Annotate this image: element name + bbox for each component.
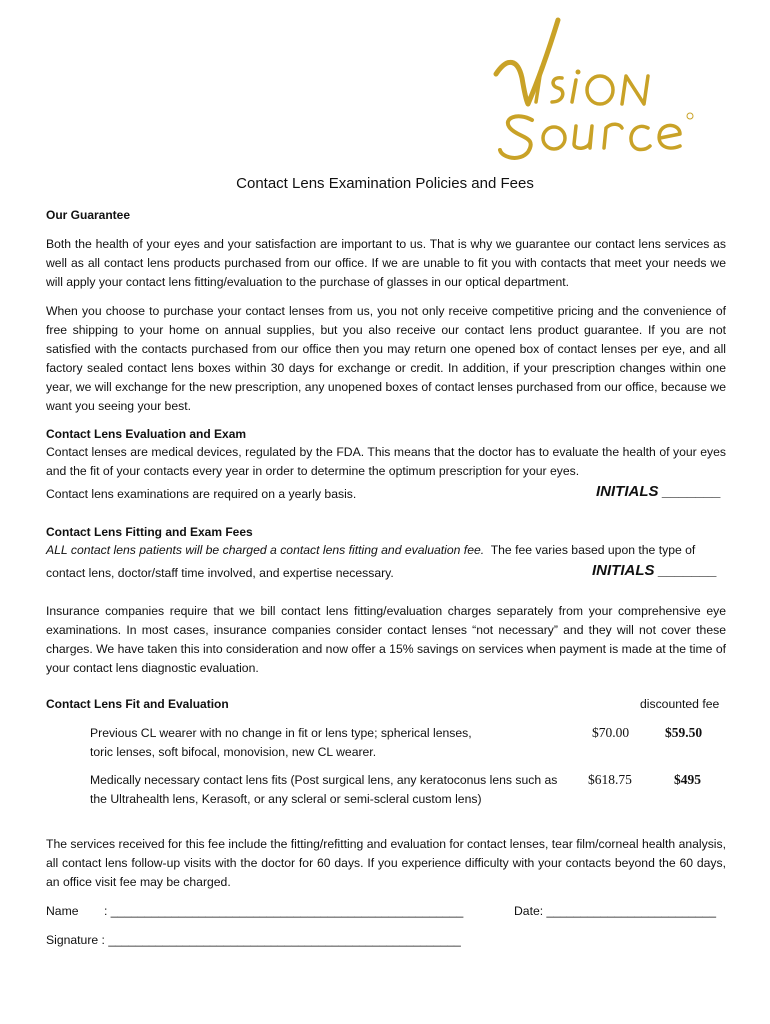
initials-field-evaluation[interactable]: INITIALS _______ [596,483,722,500]
fitting-heading: Contact Lens Fitting and Exam Fees [46,525,253,539]
fee-row-1-discounted: $59.50 [665,725,703,740]
yearly-requirement-text: Contact lens examinations are required on a yearly basis. [46,487,357,501]
fitting-italic-text: ALL contact lens patients will be charged a contact lens fitting and evaluation fee. [46,543,485,557]
vision-source-logo [488,16,728,164]
fees-heading: Contact Lens Fit and Evaluation [46,697,229,711]
name-label: Name [46,904,79,918]
fee-row-2-description: Medically necessary contact lens fits (Post surgical lens, any keratoconus lens such as the Ultrahealth lens, Kerasoft, or any scleral or semi-scleral custom lens) [90,773,558,806]
evaluation-paragraph: Contact lenses are medical devices, regulated by the FDA. This means that the doctor has to evaluate the health of your eyes and the fit of your contacts every year in order to determine the optimum prescription for your eyes. [46,445,726,478]
signature-input-line[interactable]: Signature : ____________________________________________________ [46,933,461,947]
fitting-line-1 [46,543,736,557]
date-input-line[interactable]: Date: _________________________ [514,904,716,918]
guarantee-paragraph-1: Both the health of your eyes and your satisfaction are important to us. That is why we guarantee our contact lens services as well as all contact lens products purchased from our office. If we are unable to fit you with contacts that meet your needs we will apply your contact lens fitting/evaluation to the purchase of glasses in our optical department. [46,237,726,289]
page-title: Contact Lens Examination Policies and Fees [236,175,534,192]
fitting-line-2: contact lens, doctor/staff time involved, and expertise necessary. [46,566,394,580]
evaluation-heading: Contact Lens Evaluation and Exam [46,427,247,441]
guarantee-paragraph-2: When you choose to purchase your contact lenses from us, you not only receive competitive pricing and the convenience of free shipping to your home on annual supplies, but you also receive our contact lens product guarantee. If you are not satisfied with the contacts purchased from our office then you may return one opened box of contact lenses per eye, and all factory sealed contact lens boxes within 30 days for exchange or credit. In addition, if your prescription changes within one year, we will exchange for the new prescription, any unopened boxes of contact lenses purchased from our office, because we want you seeing your best. [46,304,726,413]
fee-row-1-description: Previous CL wearer with no change in fit or lens type; spherical lenses, toric lenses, soft bifocal, monovision, new CL wearer. [90,726,472,759]
guarantee-heading: Our Guarantee [46,208,131,222]
fee-row-2-discounted: $495 [674,772,701,787]
insurance-paragraph: Insurance companies require that we bill contact lens fitting/evaluation charges separately from your comprehensive eye examinations. In most cases, insurance companies consider contact lenses “not necessary” and they will not cover these charges. We have taken this into consideration and now offer a 15% savings on services when payment is made at the time of your contact lens diagnostic evaluation. [46,604,726,675]
fee-row-1-price: $70.00 [592,725,630,740]
discounted-fee-label: discounted fee [640,697,720,711]
initials-field-fitting[interactable]: INITIALS _______ [592,562,718,579]
fee-row-2-price: $618.75 [588,772,632,787]
services-paragraph: The services received for this fee include the fitting/refitting and evaluation for contact lenses, tear film/corneal health analysis, all contact lens follow-up visits with the doctor for 60 days. If you experience difficulty with your contacts beyond the 60 days, an office visit fee may be charged. [46,837,726,889]
name-input-line[interactable]: : ____________________________________________________ [104,904,464,918]
fitting-line-1-rest: The fee varies based upon the type of [484,543,696,557]
